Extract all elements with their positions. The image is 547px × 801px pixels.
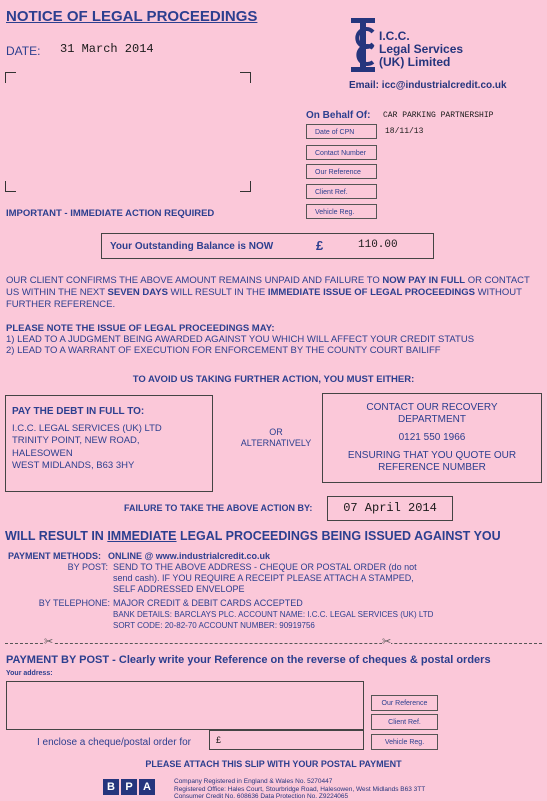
note-heading: PLEASE NOTE THE ISSUE OF LEGAL PROCEEDINGS MAY: <box>6 323 275 334</box>
phone-line-2: BANK DETAILS: BARCLAYS PLC. ACCOUNT NAME: I.C.C. LEGAL SERVICES (UK) LTD <box>113 610 434 619</box>
pay-line-4: WEST MIDLANDS, B63 3HY <box>12 460 135 471</box>
deadline-date: 07 April 2014 <box>327 496 453 521</box>
slip-client-ref-field[interactable]: Client Ref. <box>371 714 438 730</box>
by-telephone-label: BY TELEPHONE: <box>38 598 110 608</box>
your-address-label: Your address: <box>6 670 53 677</box>
bpa-letter: B <box>103 779 119 795</box>
ref-vehicle-reg-label: Vehicle Reg. <box>306 204 377 219</box>
corner-top-left <box>5 72 16 83</box>
p1-b: NOW PAY IN FULL <box>382 275 466 286</box>
contact-line-2: DEPARTMENT <box>398 414 466 425</box>
ref-client-ref-label: Client Ref. <box>306 184 377 199</box>
or-line-1: OR <box>269 427 283 437</box>
contact-line-4: REFERENCE NUMBER <box>378 462 486 473</box>
failure-label: FAILURE TO TAKE THE ABOVE ACTION BY: <box>124 503 313 513</box>
logo-email: Email: icc@industrialcredit.co.uk <box>349 80 507 91</box>
avoid-heading: TO AVOID US TAKING FURTHER ACTION, YOU MUST EITHER: <box>132 374 415 385</box>
icc-logo <box>349 16 544 96</box>
phone-line-3: SORT CODE: 20-82-70 ACCOUNT NUMBER: 90919756 <box>113 621 315 630</box>
will-result-heading <box>5 529 501 543</box>
contact-line-3: ENSURING THAT YOU QUOTE OUR <box>347 450 517 461</box>
post-line-1: SEND TO THE ABOVE ADDRESS - CHEQUE OR POSTAL ORDER (do not <box>113 562 417 572</box>
ref-date-of-cpn-value: 18/11/13 <box>385 127 424 136</box>
corner-top-right <box>240 72 251 83</box>
slip-vehicle-reg-field[interactable]: Vehicle Reg. <box>371 734 438 750</box>
ref-our-reference-label: Our Reference <box>306 164 377 179</box>
date-value: 31 March 2014 <box>60 42 154 56</box>
wr-a: WILL RESULT IN <box>5 529 108 543</box>
p1-d: SEVEN DAYS <box>107 287 168 298</box>
post-line-3: SELF ADDRESSED ENVELOPE <box>113 584 245 594</box>
behalf-value: CAR PARKING PARTNERSHIP <box>383 111 494 120</box>
phone-line-1: MAJOR CREDIT & DEBIT CARDS ACCEPTED <box>113 598 303 608</box>
important-notice: IMPORTANT - IMMEDIATE ACTION REQUIRED <box>6 208 215 219</box>
pay-line-3: HALESOWEN <box>12 447 73 459</box>
behalf-label: On Behalf Of: <box>306 110 371 121</box>
logo-line1: I.C.C. <box>379 29 410 43</box>
contact-phone: 0121 550 1966 <box>398 432 466 443</box>
bpa-letter: P <box>121 779 137 795</box>
pay-line-2: TRINITY POINT, NEW ROAD, <box>12 435 140 446</box>
payment-online: ONLINE @ www.industrialcredit.co.uk <box>108 551 270 561</box>
bpa-logo <box>103 777 157 795</box>
wr-c: LEGAL PROCEEDINGS BEING ISSUED AGAINST YOU <box>176 529 501 543</box>
balance-label: Your Outstanding Balance is NOW <box>110 241 274 252</box>
post-instructions <box>113 562 417 595</box>
enclose-label: I enclose a cheque/postal order for <box>37 737 191 748</box>
slip-our-reference-field[interactable]: Our Reference <box>371 695 438 711</box>
payment-methods-label: PAYMENT METHODS: <box>8 551 102 561</box>
logo-line3: (UK) Limited <box>379 55 451 69</box>
logo-line2: Legal Services <box>379 42 464 56</box>
p1-e: WILL RESULT IN THE <box>167 287 268 298</box>
amount-field[interactable]: £ <box>209 730 364 750</box>
balance-amount: 110.00 <box>358 239 398 251</box>
scissors-icon: ✂ <box>44 636 54 648</box>
note-item-1: 1) LEAD TO A JUDGMENT BEING AWARDED AGAINST YOU WHICH WILL AFFECT YOUR CREDIT STATUS <box>6 334 475 345</box>
confirm-paragraph <box>6 275 542 311</box>
balance-currency: £ <box>316 238 324 253</box>
attach-slip-notice: PLEASE ATTACH THIS SLIP WITH YOUR POSTAL PAYMENT <box>145 759 402 769</box>
pay-line-1: I.C.C. LEGAL SERVICES (UK) LTD <box>12 422 162 434</box>
address-window <box>5 72 251 192</box>
notice-title: NOTICE OF LEGAL PROCEEDINGS <box>6 8 258 25</box>
contact-box <box>322 393 542 483</box>
wr-b: IMMEDIATE <box>107 529 177 543</box>
icc-logo-icon <box>349 16 377 74</box>
pay-debt-box <box>5 395 213 492</box>
p1-g: WITHOUT FURTHER REFERENCE. <box>6 287 522 310</box>
telephone-instructions <box>113 598 433 631</box>
p1-c: OR CONTACT US WITHIN THE NEXT <box>6 275 530 298</box>
scissors-icon: ✂ <box>382 636 392 648</box>
note-item-2: 2) LEAD TO A WARRANT OF EXECUTION FOR ENFORCEMENT BY THE COUNTY COURT BAILIFF <box>6 345 441 356</box>
or-alternatively <box>236 427 316 449</box>
by-post-label: BY POST: <box>67 562 108 572</box>
cut-line <box>5 643 542 644</box>
company-line-2: Registered Office: Hales Court, Stourbridge Road, Halesowen, West Midlands B63 3TT <box>174 785 426 793</box>
or-line-2: ALTERNATIVELY <box>240 438 312 448</box>
contact-line-1: CONTACT OUR RECOVERY <box>366 402 498 413</box>
balance-box <box>101 233 434 259</box>
corner-bottom-right <box>240 181 251 192</box>
p1-a: OUR CLIENT CONFIRMS THE ABOVE AMOUNT REMAINS UNPAID AND FAILURE TO <box>6 275 383 286</box>
p1-f: IMMEDIATE ISSUE OF LEGAL PROCEEDINGS <box>267 287 475 298</box>
ref-contact-number-label: Contact Number <box>306 145 377 160</box>
payment-by-post-heading: PAYMENT BY POST - Clearly write your Reference on the reverse of cheques & postal orders <box>6 654 491 666</box>
company-line-3: Consumer Credit No. 608636 Data Protection No. Z9224065 <box>174 793 349 800</box>
company-details <box>174 778 425 801</box>
date-label: DATE: <box>6 44 41 58</box>
your-address-field[interactable] <box>6 681 364 730</box>
note-paragraph <box>6 323 542 356</box>
bpa-letter: A <box>139 779 155 795</box>
corner-bottom-left <box>5 181 16 192</box>
ref-date-of-cpn-label: Date of CPN <box>306 124 377 139</box>
logo-text <box>379 30 463 69</box>
pay-heading: PAY THE DEBT IN FULL TO: <box>12 406 145 417</box>
post-line-2: send cash). IF YOU REQUIRE A RECEIPT PLEASE ATTACH A STAMPED, <box>113 573 414 583</box>
company-line-1: Company Registered in England & Wales No. 5270447 <box>174 778 333 785</box>
